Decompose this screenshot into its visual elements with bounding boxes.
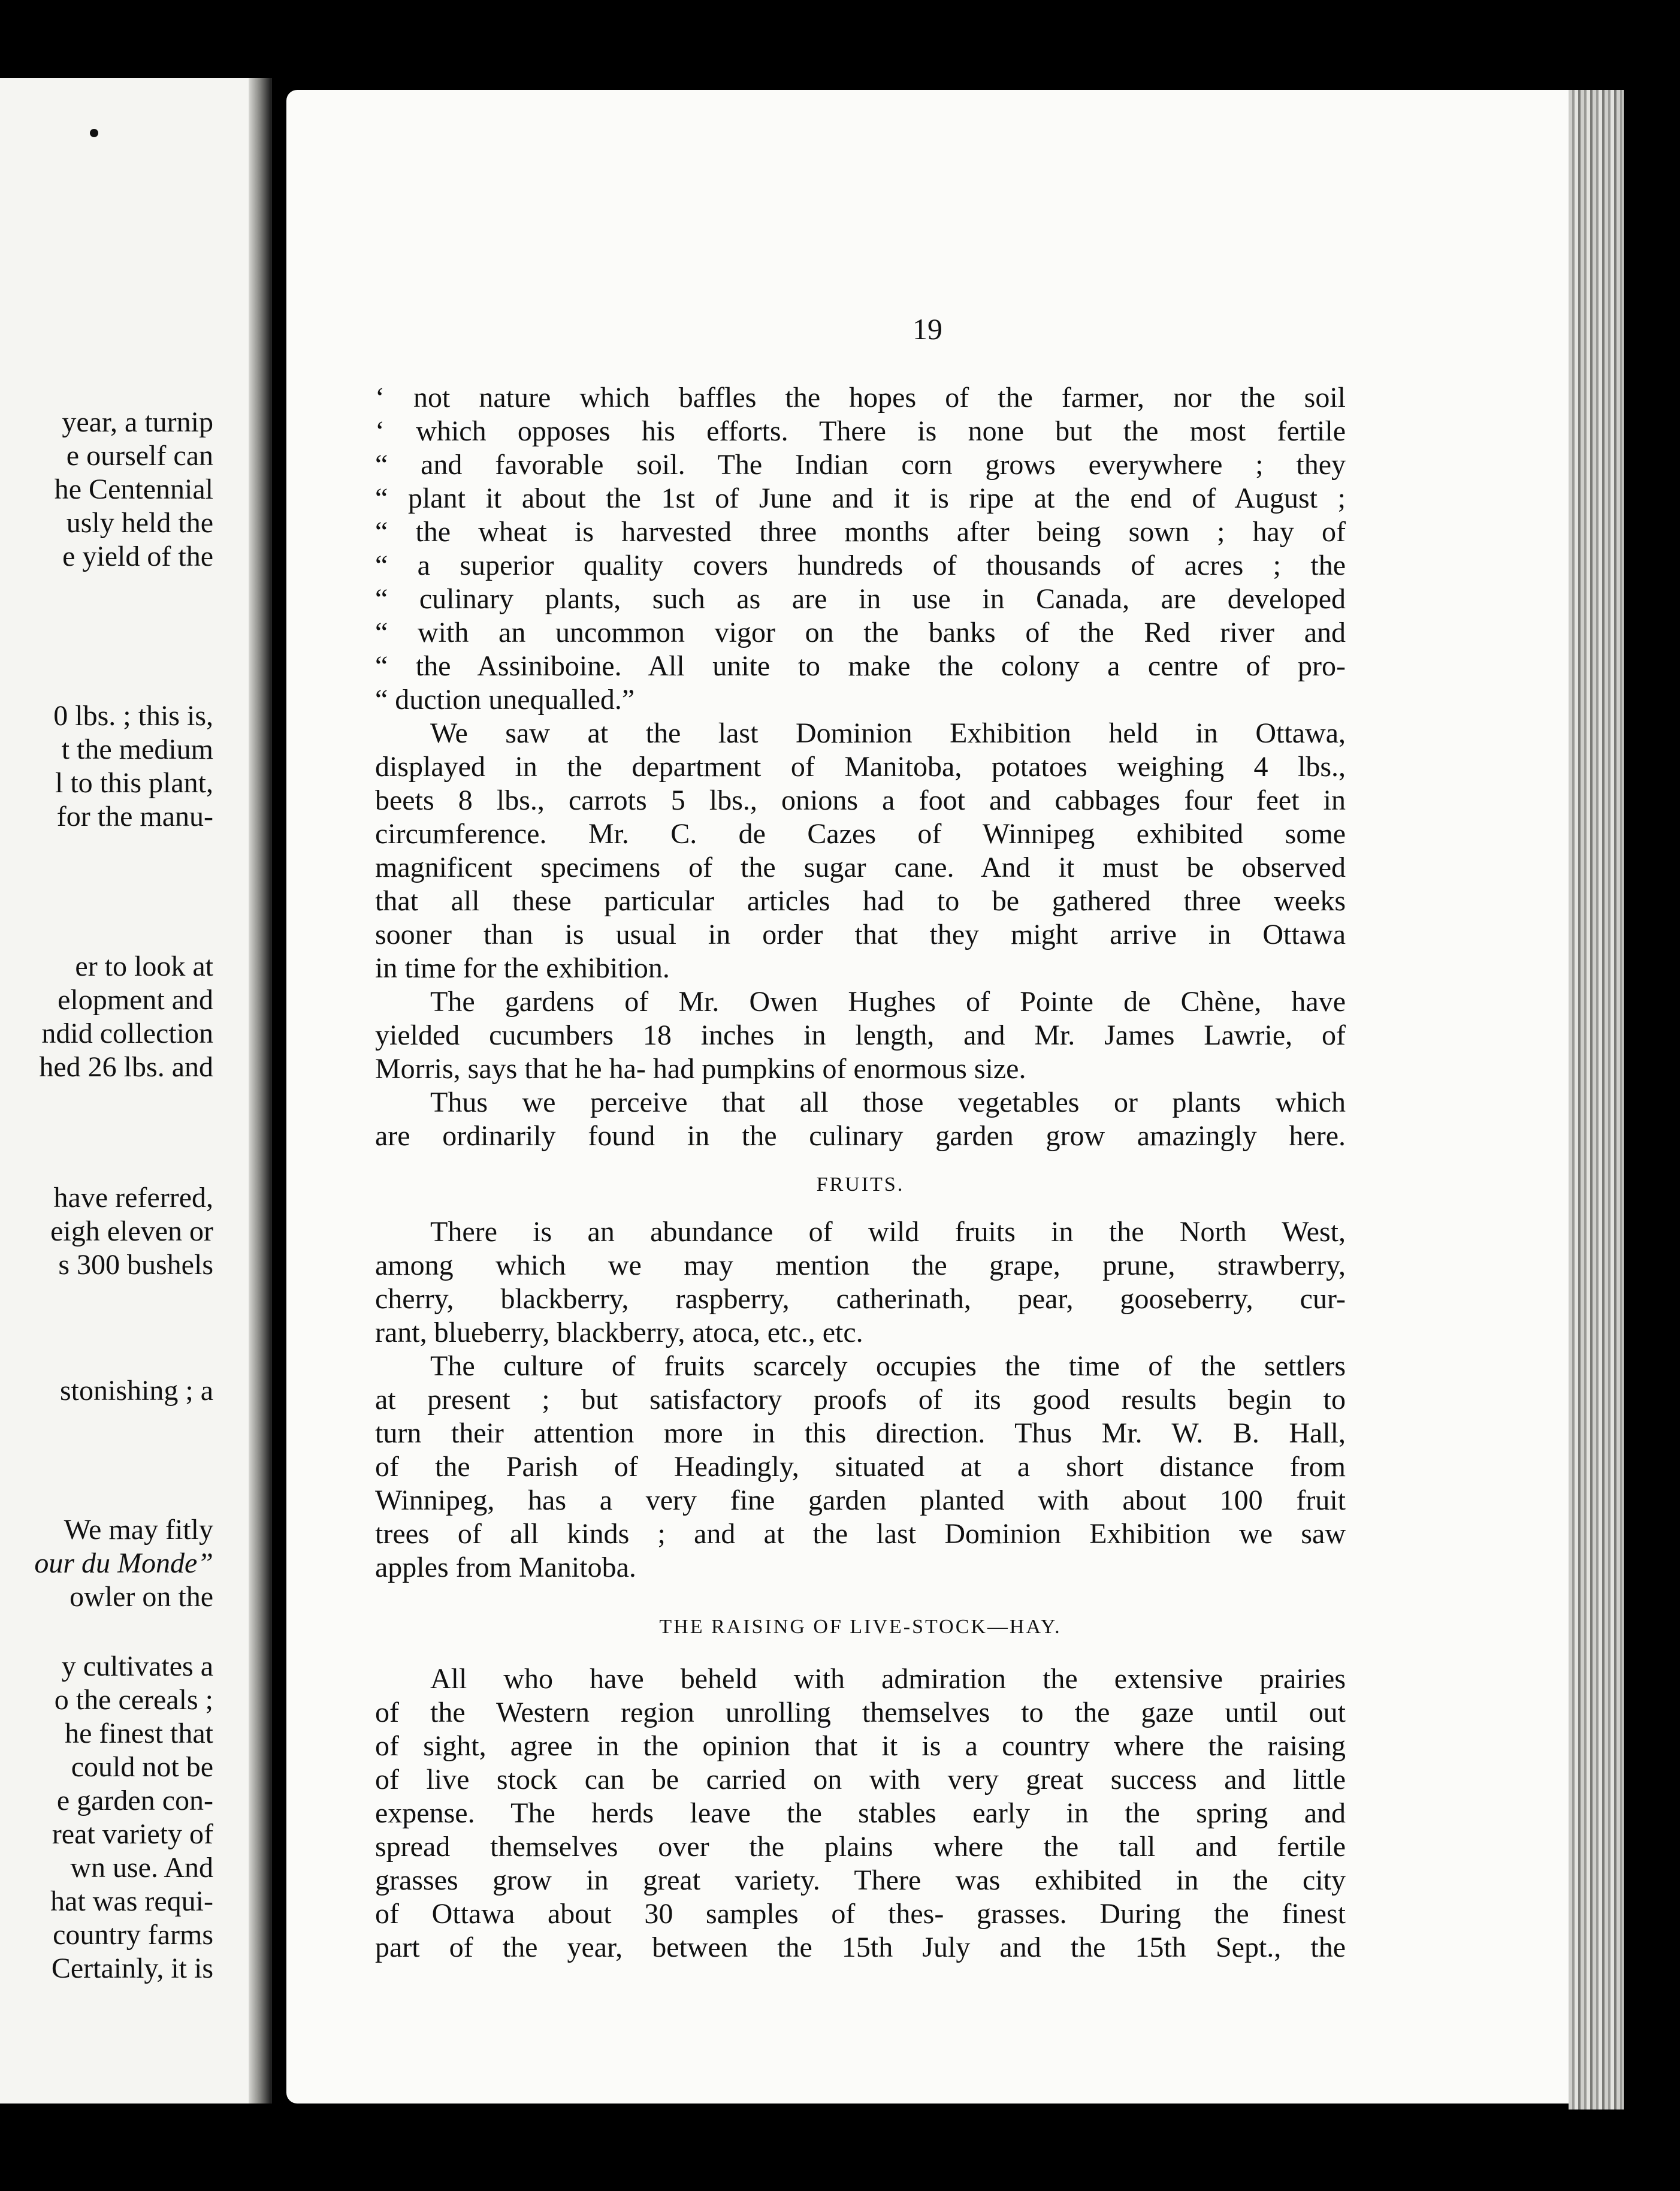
facing-page [0, 78, 272, 2104]
text-line: There is an abundance of wild fruits in the North West, [430, 1216, 1346, 1248]
text-line: turn their attention more in this direction. Thus Mr. W. B. Hall, [375, 1417, 1346, 1449]
text-line: grasses grow in great variety. There was exhibited in the city [375, 1864, 1346, 1896]
facing-line: could not be [71, 1751, 213, 1783]
main-page [286, 90, 1569, 2104]
facing-line: Certainly, it is [51, 1952, 213, 1984]
facing-line: hed 26 lbs. and [39, 1051, 213, 1083]
text-line: apples from Manitoba. [375, 1552, 636, 1583]
facing-line: eigh eleven or [50, 1215, 213, 1247]
text-line: part of the year, between the 15th July and the 15th Sept., the [375, 1932, 1346, 1963]
text-line: displayed in the department of Manitoba, potatoes weighing 4 lbs., [375, 751, 1346, 783]
facing-line: ndid collection [41, 1018, 213, 1049]
text-line: cherry, blackberry, raspberry, catherinath, pear, gooseberry, cur- [375, 1283, 1346, 1315]
facing-line: hat was requi- [50, 1885, 213, 1917]
text-line: “ culinary plants, such as are in use in Canada, are developed [375, 583, 1346, 615]
text-line: of the Parish of Headingly, situated at a short distance from [375, 1451, 1346, 1483]
facing-line: usly held the [66, 507, 213, 539]
text-line: The gardens of Mr. Owen Hughes of Pointe de Chène, have [430, 986, 1346, 1018]
text-line: The culture of fruits scarcely occupies the time of the settlers [430, 1350, 1346, 1382]
text-line: “ duction unequalled.” [375, 684, 635, 716]
facing-line: he Centennial [54, 473, 213, 505]
text-line: in time for the exhibition. [375, 952, 670, 984]
page-edge-stack [1569, 90, 1624, 2109]
facing-line: elopment and [58, 984, 213, 1016]
section-heading-livestock: THE RAISING OF LIVE-STOCK—HAY. [659, 1616, 1062, 1638]
facing-line: country farms [53, 1919, 213, 1951]
facing-line: e ourself can [66, 440, 213, 472]
facing-line: have referred, [53, 1182, 213, 1214]
facing-line: l to this plant, [55, 767, 213, 799]
page-number: 19 [912, 312, 942, 346]
text-line: of live stock can be carried on with very great success and little [375, 1764, 1346, 1795]
text-line: ‘ which opposes his efforts. There is none but the most fertile [375, 415, 1346, 447]
facing-line: year, a turnip [62, 406, 213, 438]
facing-line: wn use. And [70, 1852, 213, 1884]
text-line: of sight, agree in the opinion that it is a country where the raising [375, 1730, 1346, 1762]
text-line: among which we may mention the grape, prune, strawberry, [375, 1250, 1346, 1281]
text-line: circumference. Mr. C. de Cazes of Winnipeg exhibited some [375, 818, 1346, 850]
text-line: “ the Assiniboine. All unite to make the colony a centre of pro- [375, 650, 1346, 682]
facing-line: reat variety of [52, 1818, 213, 1850]
facing-line: We may fitly [64, 1514, 213, 1546]
facing-line: he finest that [65, 1718, 213, 1749]
text-line: “ a superior quality covers hundreds of thousands of acres ; the [375, 550, 1346, 581]
section-heading-fruits: FRUITS. [816, 1173, 905, 1196]
text-line: of the Western region unrolling themselves to the gaze until out [375, 1697, 1346, 1728]
text-line: beets 8 lbs., carrots 5 lbs., onions a foot and cabbages four feet in [375, 784, 1346, 816]
text-line: trees of all kinds ; and at the last Dominion Exhibition we saw [375, 1518, 1346, 1550]
facing-line: for the manu- [56, 801, 213, 832]
facing-line: e yield of the [62, 541, 213, 572]
text-line: We saw at the last Dominion Exhibition held in Ottawa, [430, 717, 1346, 749]
facing-line: stonishing ; a [59, 1375, 213, 1407]
text-line: are ordinarily found in the culinary garden grow amazingly here. [375, 1120, 1346, 1152]
text-line: Thus we perceive that all those vegetables or plants which [430, 1087, 1346, 1118]
text-line: “ plant it about the 1st of June and it is ripe at the end of August ; [375, 482, 1346, 514]
text-line: yielded cucumbers 18 inches in length, and Mr. James Lawrie, of [375, 1019, 1346, 1051]
text-line: of Ottawa about 30 samples of thes- grasses. During the finest [375, 1898, 1346, 1930]
text-line: spread themselves over the plains where the tall and fertile [375, 1831, 1346, 1863]
text-line: sooner than is usual in order that they might arrive in Ottawa [375, 919, 1346, 950]
text-line: “ and favorable soil. The Indian corn grows everywhere ; they [375, 449, 1346, 481]
text-line: expense. The herds leave the stables early in the spring and [375, 1797, 1346, 1829]
text-line: All who have beheld with admiration the extensive prairies [430, 1663, 1346, 1695]
facing-line: 0 lbs. ; this is, [53, 700, 213, 732]
text-line: Winnipeg, has a very fine garden planted with about 100 fruit [375, 1484, 1346, 1516]
facing-line: e garden con- [56, 1785, 213, 1816]
facing-line: er to look at [75, 950, 213, 982]
facing-line: t the medium [61, 734, 213, 765]
facing-line: o the cereals ; [54, 1684, 213, 1716]
text-line: “ the wheat is harvested three months after being sown ; hay of [375, 516, 1346, 548]
facing-line: y cultivates a [61, 1650, 213, 1682]
ink-dot [90, 129, 98, 137]
book-gutter [249, 78, 270, 2104]
text-line: magnificent specimens of the sugar cane. And it must be observed [375, 852, 1346, 883]
text-line: rant, blueberry, blackberry, atoca, etc., etc. [375, 1317, 863, 1348]
text-line: ‘ not nature which baffles the hopes of the farmer, nor the soil [375, 382, 1346, 414]
facing-line: s 300 bushels [58, 1249, 213, 1281]
facing-line: owler on the [70, 1581, 213, 1613]
text-line: Morris, says that he ha- had pumpkins of enormous size. [375, 1053, 1026, 1085]
text-line: at present ; but satisfactory proofs of its good results begin to [375, 1384, 1346, 1416]
facing-line: our du Monde” [34, 1547, 213, 1579]
text-line: that all these particular articles had to be gathered three weeks [375, 885, 1346, 917]
text-line: “ with an uncommon vigor on the banks of the Red river and [375, 617, 1346, 648]
